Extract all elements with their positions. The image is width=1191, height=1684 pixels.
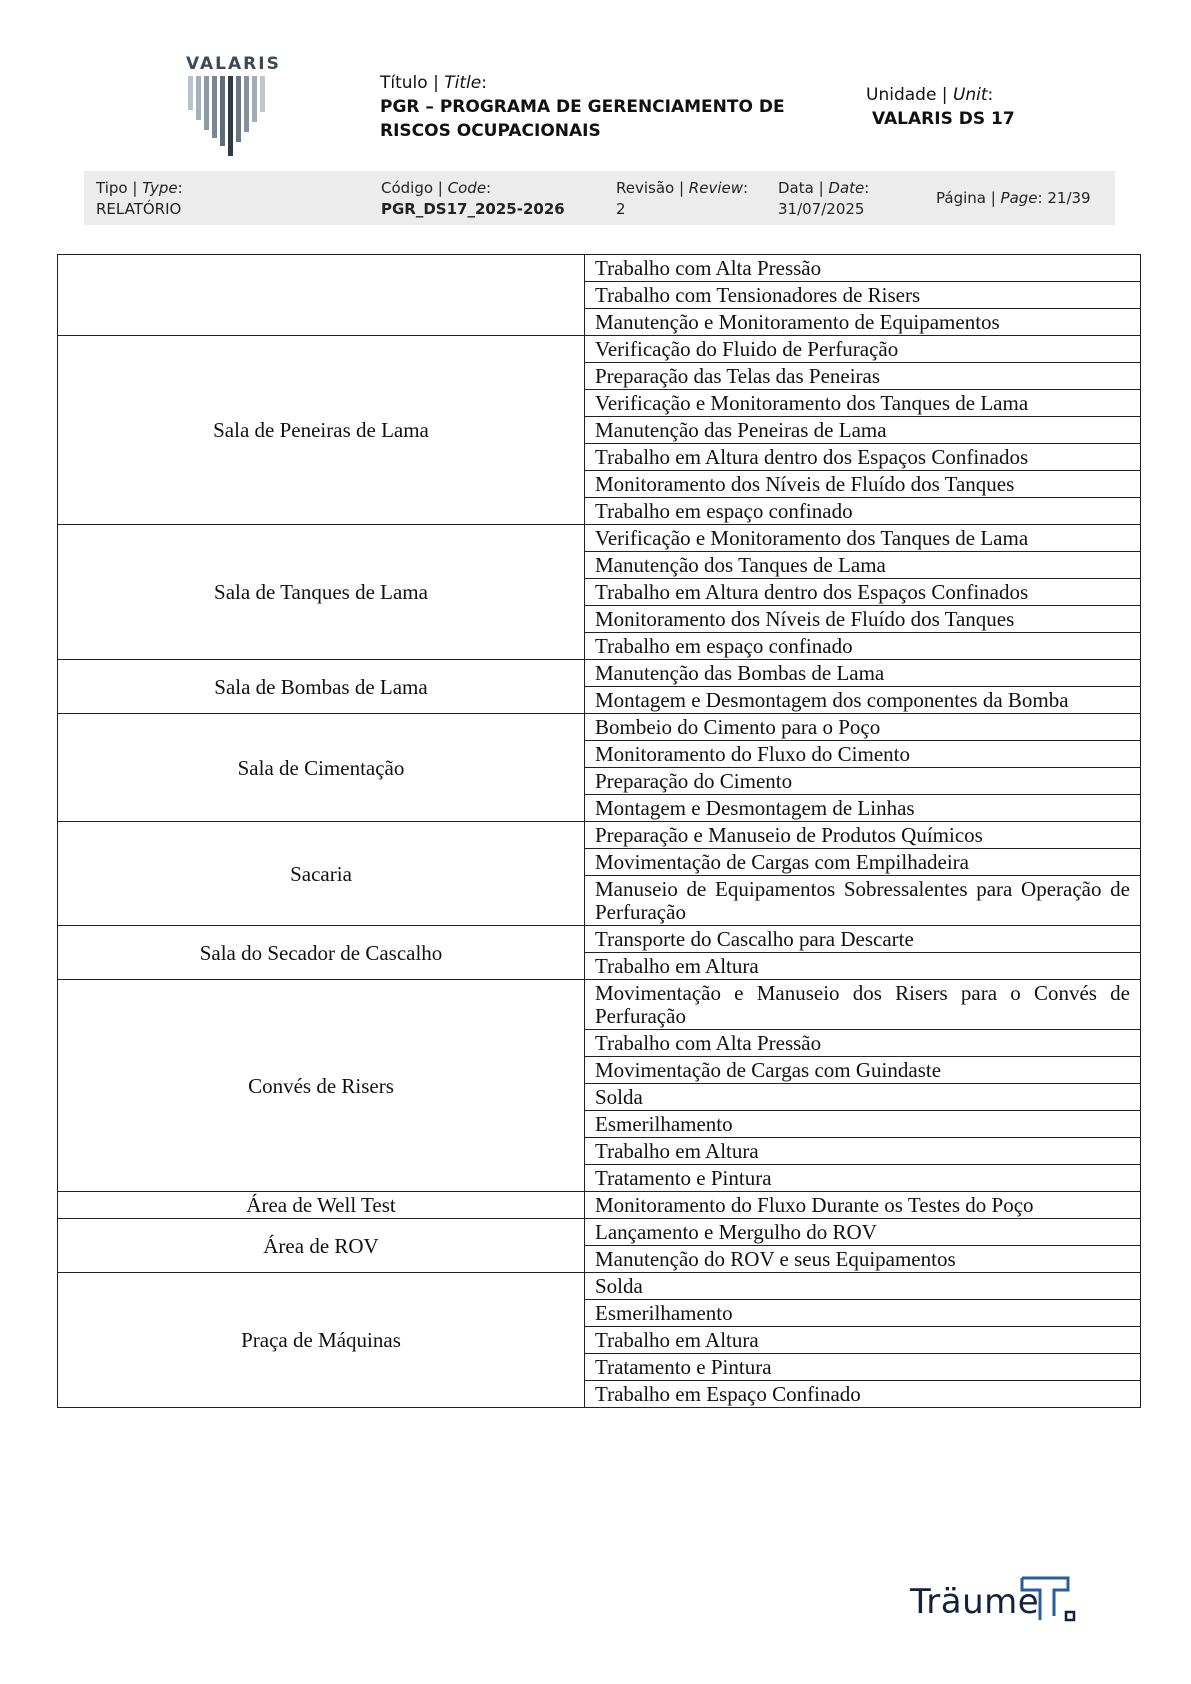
page-value: 21/39 <box>1047 189 1091 207</box>
activity-cell: Manutenção e Monitoramento de Equipamentos <box>585 309 1141 336</box>
activity-cell: Monitoramento dos Níveis de Fluído dos Tanques <box>585 471 1141 498</box>
title-label: Título | <box>380 73 445 93</box>
activity-cell: Monitoramento dos Níveis de Fluído dos Tanques <box>585 606 1141 633</box>
activity-cell: Lançamento e Mergulho do ROV <box>585 1219 1141 1246</box>
activity-cell: Trabalho com Alta Pressão <box>585 255 1141 282</box>
review-label-en: Review <box>688 179 743 197</box>
type-label-en: Type <box>142 179 178 197</box>
table-row <box>58 1273 1141 1300</box>
table-row <box>58 714 1141 741</box>
activity-cell: Trabalho em Altura <box>585 953 1141 980</box>
page-label-en: Page <box>1000 189 1038 207</box>
table-row <box>58 336 1141 363</box>
activity-cell: Transporte do Cascalho para Descarte <box>585 926 1141 953</box>
activity-cell: Trabalho em Altura <box>585 1138 1141 1165</box>
activity-cell: Esmerilhamento <box>585 1300 1141 1327</box>
activity-cell: Tratamento e Pintura <box>585 1354 1141 1381</box>
activity-cell: Trabalho em espaço confinado <box>585 498 1141 525</box>
activity-cell: Movimentação e Manuseio dos Risers para o Convés de Perfuração <box>585 980 1141 1030</box>
area-cell <box>58 255 585 336</box>
valaris-logo <box>186 54 296 166</box>
activity-cell: Solda <box>585 1273 1141 1300</box>
activity-cell: Bombeio do Cimento para o Poço <box>585 714 1141 741</box>
traume-logo-text: Träume <box>910 1582 1040 1622</box>
meta-page: Página | Page: 21/39 <box>936 189 1091 207</box>
activity-cell: Monitoramento do Fluxo Durante os Testes do Poço <box>585 1192 1141 1219</box>
activity-cell: Manutenção dos Tanques de Lama <box>585 552 1141 579</box>
meta-code: Código | Code: PGR_DS17_2025-2026 <box>381 179 565 218</box>
activity-cell: Trabalho com Alta Pressão <box>585 1030 1141 1057</box>
table-row <box>58 1192 1141 1219</box>
title-label-en: Title <box>444 73 482 93</box>
activity-cell: Movimentação de Cargas com Empilhadeira <box>585 849 1141 876</box>
area-cell: Sala do Secador de Cascalho <box>58 926 585 980</box>
logo-text: VALARIS <box>186 54 281 74</box>
activity-cell: Trabalho em Altura <box>585 1327 1141 1354</box>
activity-cell: Montagem e Desmontagem dos componentes da Bomba <box>585 687 1141 714</box>
document-title-line1: PGR – PROGRAMA DE GERENCIAMENTO DE <box>380 97 785 117</box>
type-label: Tipo | <box>96 179 143 197</box>
date-value: 31/07/2025 <box>778 200 865 218</box>
activity-cell: Preparação e Manuseio de Produtos Químicos <box>585 822 1141 849</box>
code-label-en: Code <box>447 179 487 197</box>
unit-label: Unidade | <box>866 85 953 105</box>
area-cell: Sala de Tanques de Lama <box>58 525 585 660</box>
type-value: RELATÓRIO <box>96 200 182 218</box>
logo-bars-icon <box>186 76 276 166</box>
activity-cell: Manuseio de Equipamentos Sobressalentes para Operação de Perfuração <box>585 876 1141 926</box>
area-cell: Convés de Risers <box>58 980 585 1192</box>
table-row <box>58 525 1141 552</box>
unit-block: Unidade | Unit: VALARIS DS 17 <box>866 85 1015 129</box>
activity-cell: Monitoramento do Fluxo do Cimento <box>585 741 1141 768</box>
activity-cell: Verificação e Monitoramento dos Tanques de Lama <box>585 390 1141 417</box>
risk-activities-table <box>57 254 1141 1408</box>
table-row <box>58 822 1141 849</box>
table-row <box>58 255 1141 282</box>
activity-cell: Trabalho em Altura dentro dos Espaços Confinados <box>585 579 1141 606</box>
review-label: Revisão | <box>616 179 689 197</box>
activity-cell: Solda <box>585 1084 1141 1111</box>
review-value: 2 <box>616 200 626 218</box>
activity-cell: Montagem e Desmontagem de Linhas <box>585 795 1141 822</box>
activity-cell: Esmerilhamento <box>585 1111 1141 1138</box>
table-row <box>58 1219 1141 1246</box>
activity-cell: Trabalho com Tensionadores de Risers <box>585 282 1141 309</box>
document-title-block: Título | Title: PGR – PROGRAMA DE GERENCIAMENTO DE RISCOS OCUPACIONAIS <box>380 71 820 143</box>
meta-review: Revisão | Review: 2 <box>616 179 749 218</box>
code-label: Código | <box>381 179 448 197</box>
table-row <box>58 980 1141 1030</box>
document-title-line2: RISCOS OCUPACIONAIS <box>380 121 601 141</box>
area-cell: Sala de Bombas de Lama <box>58 660 585 714</box>
meta-date: Data | Date: 31/07/2025 <box>778 179 870 218</box>
activity-cell: Movimentação de Cargas com Guindaste <box>585 1057 1141 1084</box>
activity-cell: Trabalho em espaço confinado <box>585 633 1141 660</box>
area-cell: Sala de Peneiras de Lama <box>58 336 585 525</box>
area-cell: Área de ROV <box>58 1219 585 1273</box>
area-cell: Sala de Cimentação <box>58 714 585 822</box>
table-row <box>58 660 1141 687</box>
code-value: PGR_DS17_2025-2026 <box>381 200 565 218</box>
activity-cell: Trabalho em Espaço Confinado <box>585 1381 1141 1408</box>
activity-cell: Manutenção das Bombas de Lama <box>585 660 1141 687</box>
area-cell: Sacaria <box>58 822 585 926</box>
traume-mark-icon <box>1010 1572 1080 1628</box>
activity-cell: Verificação do Fluido de Perfuração <box>585 336 1141 363</box>
date-label-en: Date <box>828 179 865 197</box>
activity-cell: Manutenção do ROV e seus Equipamentos <box>585 1246 1141 1273</box>
table-row <box>58 926 1141 953</box>
traume-logo <box>910 1572 1075 1632</box>
date-label: Data | <box>778 179 829 197</box>
activity-cell: Verificação e Monitoramento dos Tanques de Lama <box>585 525 1141 552</box>
page-label: Página | <box>936 189 1001 207</box>
activity-cell: Manutenção das Peneiras de Lama <box>585 417 1141 444</box>
activity-cell: Preparação do Cimento <box>585 768 1141 795</box>
activity-cell: Trabalho em Altura dentro dos Espaços Confinados <box>585 444 1141 471</box>
activity-cell: Tratamento e Pintura <box>585 1165 1141 1192</box>
area-cell: Área de Well Test <box>58 1192 585 1219</box>
unit-value: VALARIS DS 17 <box>872 109 1015 129</box>
activity-cell: Preparação das Telas das Peneiras <box>585 363 1141 390</box>
document-meta-bar <box>84 171 1115 225</box>
meta-type: Tipo | Type: RELATÓRIO <box>96 179 183 218</box>
unit-label-en: Unit <box>952 85 988 105</box>
area-cell: Praça de Máquinas <box>58 1273 585 1408</box>
